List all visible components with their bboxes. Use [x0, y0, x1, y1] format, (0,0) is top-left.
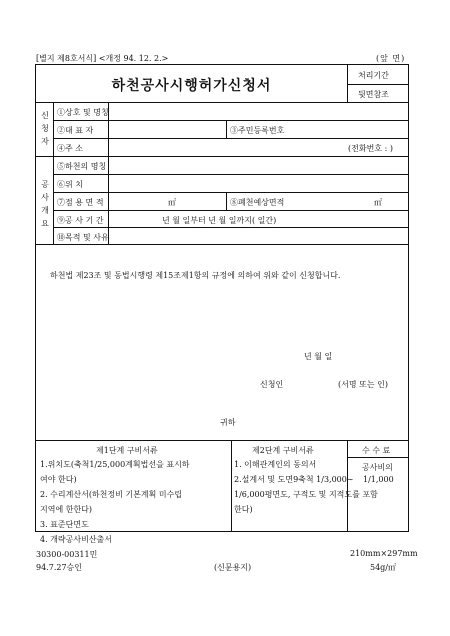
- stage1-docs-title: 제1단계 구비서류: [96, 446, 158, 455]
- processing-period-label: 처리기간: [358, 71, 389, 80]
- occupied-area-unit: ㎡: [168, 198, 176, 207]
- processing-period-value: 뒷면참조: [358, 90, 389, 99]
- occupied-area-label: ⑦점 용 면 적: [57, 198, 104, 207]
- application-form: [35, 64, 409, 544]
- date-line: 년 월 일: [304, 352, 333, 361]
- construction-period-label: ⑨공 사 기 간: [57, 216, 104, 225]
- stage1-docs-list: [40, 457, 190, 547]
- abolished-area-label: ⑧폐천예상면적: [230, 198, 285, 207]
- paper-weight: 54g/㎡: [370, 563, 396, 572]
- stage2-docs-list: [234, 457, 378, 517]
- applicant-label: 신청인: [260, 380, 284, 389]
- construction-group-label: 공 사 개 요: [41, 180, 49, 228]
- resident-number-label: ③주민등록번호: [230, 126, 285, 135]
- business-name-label: ①상호 및 명칭: [57, 108, 109, 117]
- signature-label: (서명 또는 인): [338, 380, 388, 389]
- applicant-group-label: 신 청 자: [41, 111, 49, 146]
- fee-title: 수 수 료: [362, 446, 391, 455]
- river-name-label: ⑤하천의 명칭: [57, 162, 107, 171]
- location-label: ⑥위 치: [57, 180, 83, 189]
- paper-type: (신문용지): [214, 563, 252, 572]
- construction-period-value: 년 월 일부터 년 월 일까지( 일간): [162, 216, 277, 225]
- page-side: (앞 면): [376, 54, 406, 63]
- list-item: 4. 개략공사비산출서: [40, 535, 112, 544]
- abolished-area-unit: ㎡: [374, 198, 382, 207]
- application-statement: 하천법 제23조 및 동법시행령 제15조제1항의 규정에 의하여 위와 같이 신청합니다.: [50, 271, 341, 280]
- list-item: 2. 수리계산서(하천정비 기본계획 미수립: [40, 490, 183, 499]
- form-number: [별지 제8호서식] <개정 94. 12. 2.>: [36, 54, 169, 63]
- fee-value: 1/1,000: [363, 475, 394, 484]
- list-item: 1/6,000평면도, 구적도 및 지적도를 포함: [234, 490, 378, 499]
- fee-label: 공사비의: [362, 463, 393, 472]
- representative-label: ②대 표 자: [57, 126, 94, 135]
- list-item: 지역에 한한다): [40, 505, 93, 514]
- purpose-label: ⑩목적 및 사유: [57, 233, 109, 242]
- form-title: 하천공사시행허가신청서: [111, 78, 272, 94]
- recipient-label: 귀하: [220, 418, 236, 427]
- list-item: 여야 한다): [40, 475, 77, 484]
- phone-label: (전화번호 : ): [348, 144, 393, 153]
- paper-size: 210mm×297mm: [350, 549, 418, 558]
- stage2-docs-title: 제2단계 구비서류: [252, 446, 314, 455]
- form-code: 30300-00311민: [36, 550, 98, 559]
- list-item: 한다): [234, 505, 253, 514]
- list-item: 1.위치도(축척1/25,000계획법선을 표시하: [40, 460, 190, 469]
- list-item: 2.설계서 및 도면9축척 1/3,000∼: [234, 475, 354, 484]
- list-item: 3. 표준단면도: [40, 520, 89, 529]
- address-label: ④주 소: [57, 144, 83, 153]
- approval-date: 94.7.27승인: [36, 563, 82, 572]
- list-item: 1. 이해관계인의 동의서: [234, 460, 317, 469]
